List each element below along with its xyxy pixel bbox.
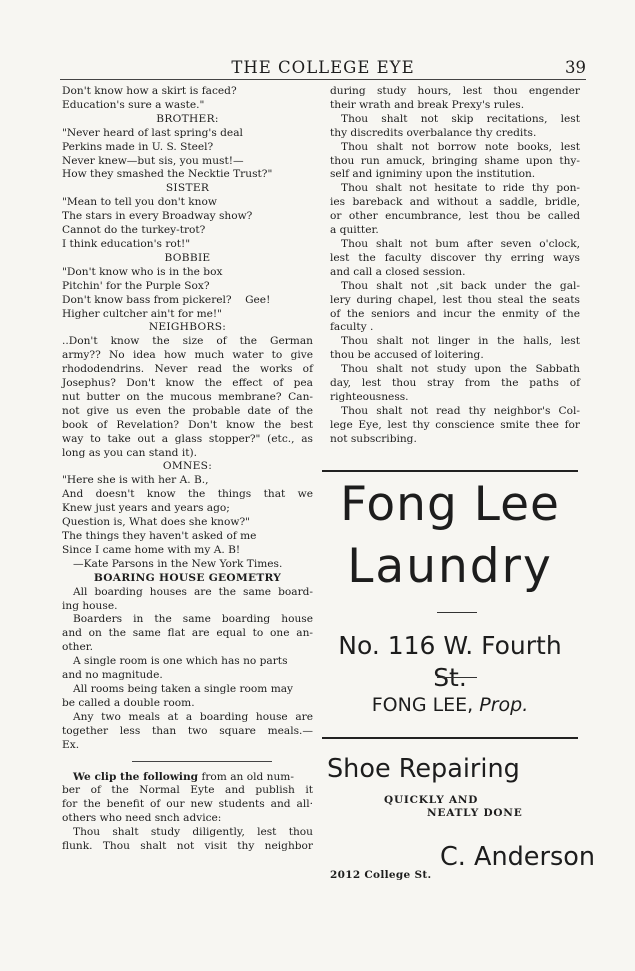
ad-divider-top <box>322 470 578 472</box>
text-line: Thou shalt not ,sit back under the gal- <box>341 279 580 292</box>
text-line: Never knew—but sis, you must!— <box>62 154 244 167</box>
text-line: Knew just years and years ago; <box>62 502 230 515</box>
text-line: The stars in every Broadway show? <box>62 210 253 223</box>
text-line: other. <box>62 641 93 654</box>
journal-title: THE COLLEGE EYE <box>231 58 415 77</box>
text-line: Don't know bass from pickerel? Gee! <box>62 293 271 306</box>
left-column <box>62 85 313 854</box>
text-line: and on the same flat are equal to one an- <box>62 627 313 640</box>
lead-in-bold: We clip the following <box>73 770 199 783</box>
text-line: or other encumbrance, lest thou be called <box>330 210 580 223</box>
text-line: How they smashed the Necktie Trust?" <box>62 168 273 181</box>
text-line: Thou shalt not skip recitations, lest <box>341 112 580 125</box>
text-line: Thou shalt not linger in the halls, lest <box>341 335 580 348</box>
text-line: Thou shalt not read thy neighbor's Col- <box>341 404 580 417</box>
shoe-tagline-2: NEATLY DONE <box>427 807 523 819</box>
ad-short-rule <box>437 612 477 613</box>
text-line: others who need snch advice: <box>62 812 222 825</box>
text-line: And doesn't know the things that we <box>62 488 313 501</box>
shoe-address: 2012 College St. <box>330 869 432 881</box>
text-line: lery during chapel, lest thou steal the seats <box>330 293 580 306</box>
text-line: "Here she is with her A. B., <box>62 474 209 487</box>
text-line: thy discredits overbalance thy credits. <box>330 126 537 139</box>
right-column <box>330 85 580 447</box>
text-line: Thou shalt not hesitate to ride thy pon- <box>341 182 580 195</box>
text-line: be called a double room. <box>62 696 195 709</box>
text-line: not give us even the probable date of the <box>62 404 313 417</box>
lead-in-rest: from an old num- <box>198 770 294 783</box>
text-line: thou run amuck, bringing shame upon thy- <box>330 154 580 167</box>
text-line: long as you can stand it). <box>62 446 197 459</box>
laundry-name-line1: Fong Lee <box>340 477 560 532</box>
text-line: A single room is one which has no parts <box>73 655 288 668</box>
laundry-address: No. 116 W. Fourth St. <box>338 631 562 692</box>
speaker-heading: SISTER <box>165 182 210 195</box>
section-divider <box>132 761 272 762</box>
text-line: Higher cultcher ain't for me!" <box>62 307 223 320</box>
attribution: —Kate Parsons in the New York Times. <box>73 557 283 570</box>
text-line: righteousness. <box>330 390 409 403</box>
shoe-tagline-1: QUICKLY AND <box>384 794 479 806</box>
text-line: Thou shalt not borrow note books, lest <box>341 140 580 153</box>
speaker-heading: BOBBIE <box>164 251 211 264</box>
text-line: All boarding houses are the same board- <box>73 585 313 598</box>
text-line: Cannot do the turkey-trot? <box>62 224 206 237</box>
text-line: and call a closed session. <box>330 265 466 278</box>
text-line: a quitter. <box>330 224 379 237</box>
text-line: Education's sure a waste." <box>62 98 205 111</box>
text-line: of the seniors and incur the enmity of the <box>330 307 580 320</box>
text-line: "Don't know who is in the box <box>62 265 223 278</box>
text-line: rhododendrins. Never read the works of <box>62 363 313 376</box>
text-line: Thou shalt study diligently, lest thou <box>73 826 313 839</box>
text-line: Don't know how a skirt is faced? <box>62 85 237 97</box>
ad-divider-middle <box>322 737 578 739</box>
page-number: 39 <box>565 58 586 77</box>
text-line: lege Eye, lest thy conscience smite thee for <box>330 418 580 431</box>
page-header <box>60 58 586 80</box>
text-line: The things they haven't asked of me <box>62 530 257 542</box>
text-line: during study hours, lest thou engender <box>330 85 580 97</box>
text-line: ing house. <box>62 599 118 612</box>
proprietor-suffix: Prop. <box>479 694 529 716</box>
text-line: Question is, What does she know?" <box>62 516 251 529</box>
shoe-proprietor-name: C. Anderson <box>440 842 596 872</box>
speaker-heading: BROTHER: <box>156 112 219 125</box>
ad-short-rule <box>437 677 477 678</box>
section-heading: BOARING HOUSE GEOMETRY <box>93 571 282 584</box>
text-line: ..Don't know the size of the German <box>62 335 313 348</box>
text-line: Since I came home with my A. B! <box>62 543 241 556</box>
text-line: and no magnitude. <box>62 669 163 682</box>
header-rule <box>60 79 586 80</box>
text-line: "Mean to tell you don't know <box>62 196 217 209</box>
text-line: faculty . <box>330 321 374 334</box>
text-line: way to take out a glass stopper?" (etc., as <box>62 432 313 445</box>
text-line: ber of the Normal Eyte and publish it <box>62 784 313 797</box>
text-line: self and igniminy upon the institution. <box>330 168 536 181</box>
text-line: together less than two square meals.— <box>62 724 313 737</box>
text-line: ies bareback and without a saddle, bridle, <box>330 196 580 209</box>
text-line: Perkins made in U. S. Steel? <box>62 140 214 153</box>
text-line: Josephus? Don't know the effect of pea <box>62 377 313 390</box>
laundry-proprietor <box>322 693 578 717</box>
text-line: Any two meals at a boarding house are <box>73 710 313 723</box>
text-line: lest the faculty discover thy erring ways <box>330 251 580 264</box>
text-line: "Never heard of last spring's deal <box>62 126 243 139</box>
text-line: flunk. Thou shalt not visit thy neighbor <box>62 840 313 853</box>
text-line: Boarders in the same boarding house <box>73 613 313 626</box>
text-line: Thou shalt not bum after seven o'clock, <box>341 237 580 250</box>
text-line: army?? No idea how much water to give <box>62 349 313 362</box>
text-line <box>62 771 313 785</box>
text-line: book of Revelation? Don't know the best <box>62 418 313 431</box>
shoe-repair-title: Shoe Repairing <box>327 754 520 784</box>
text-line: day, lest thou stray from the paths of <box>330 377 580 390</box>
text-line: thou be accused of loitering. <box>330 349 484 362</box>
text-line: Ex. <box>62 738 80 751</box>
text-line: nut butter on the mucous membrane? Can- <box>62 390 313 403</box>
text-line: their wrath and break Prexy's rules. <box>330 98 525 111</box>
text-line: for the benefit of our new students and all· <box>62 798 313 811</box>
text-line: Thou shalt not study upon the Sabbath <box>341 363 580 376</box>
text-line: I think education's rot!" <box>62 237 191 250</box>
text-line: not subscribing. <box>330 432 417 445</box>
speaker-heading: OMNES: <box>162 460 213 473</box>
speaker-heading: NEIGHBORS: <box>148 321 227 334</box>
text-line: Pitchin' for the Purple Sox? <box>62 279 210 292</box>
laundry-name-line2: Laundry <box>347 539 553 594</box>
proprietor-name: FONG LEE, <box>371 694 480 716</box>
text-line: All rooms being taken a single room may <box>73 682 294 695</box>
